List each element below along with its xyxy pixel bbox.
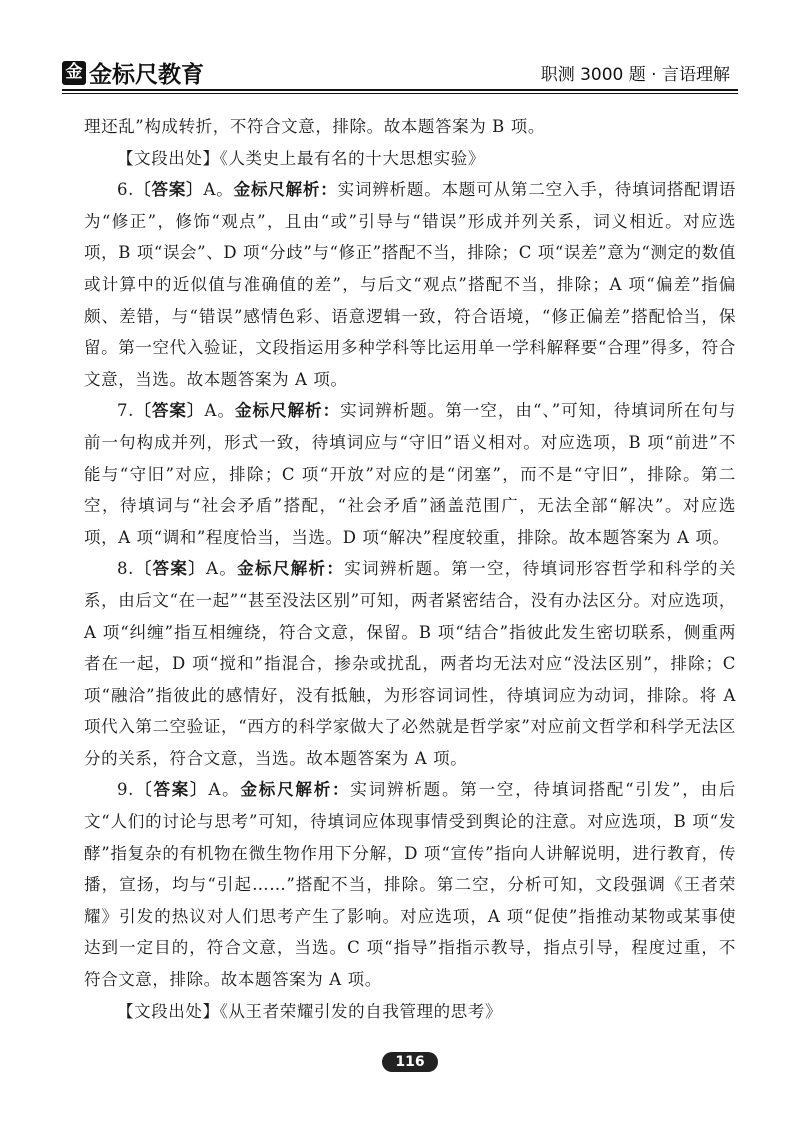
page-number-badge [382, 1052, 438, 1072]
question-6-explanation [84, 174, 736, 395]
source-title: 《从王者荣耀引发的自我管理的思考》 [219, 1001, 503, 1021]
analysis-text: 实词辨析题。第一空，由“、”可知，待填词所在句与前一句构成并列，形式一致，待填词应与“守旧”语义相对。对应选项，B 项“前进”不能与“守旧”对应，排除；C 项“开放”对应的是“闭塞”，而不是“守旧”，排除。第二空，待填词与“社会矛盾”搭配，“社会矛盾”涵盖范围广，无法全部“解决”。对应选项，A 项“调和”程度恰当，当选。D 项“解决”程度较重，排除。故本题答案为 A 项。 [84, 401, 736, 547]
question-8-explanation [84, 553, 736, 774]
answer-content [84, 111, 736, 1027]
question-number: 7. [117, 401, 134, 421]
analysis-label: 金标尺解析： [233, 180, 338, 200]
analysis-text: 实词辨析题。本题可从第二空入手，待填词搭配谓语为“修正”，修饰“观点”，且由“或”引导与“错误”形成并列关系，词义相近。对应选项，B 项“误会”、D 项“分歧”与“修正”搭配不当，排除；C 项“误差”意为“测定的数值或计算中的近似值与准确值的差”，与后文“观点”搭配不当，排除；A 项“偏差”指偏颇、差错，与“错误”感情色彩、语意逻辑一致，符合语境，“修正偏差”搭配恰当，保留。第一空代入验证，文段指运用多种学科等比运用单一学科解释要“合理”得多，符合文意，当选。故本题答案为 A 项。 [84, 180, 736, 389]
logo-icon: 金 [62, 61, 86, 85]
source-label: 【文段出处】 [117, 148, 220, 168]
answer-value: A。 [208, 780, 241, 800]
brand-logo [62, 56, 204, 89]
page-number: 116 [395, 1054, 425, 1070]
analysis-label: 金标尺解析： [234, 401, 341, 421]
paragraph-continuation: 理还乱”构成转折，不符合文意，排除。故本题答案为 B 项。 [84, 117, 545, 136]
answer-label: 〔答案〕 [133, 401, 205, 421]
analysis-text: 实词辨析题。第一空，待填词搭配“引发”，由后文“人们的讨论与思考”可知，待填词应体现事情受到舆论的注意。对应选项，B 项“发酵”指复杂的有机物在微生物作用下分解，D 项“宣传”指向人讲解说明，进行教育，传播，宣扬，均与“引起……”搭配不当，排除。第二空，分析可知，文段强调《王者荣耀》引发的热议对人们思考产生了影响。对应选项，A 项“促使”指推动某物或某事使达到一定目的，符合文意，当选。C 项“指导”指指示教导，指点引导，程度过重，不符合文意，排除。故本题答案为 A 项。 [84, 780, 736, 990]
answer-value: A。 [206, 559, 238, 579]
source-paragraph [84, 143, 736, 175]
logo-text: 金标尺教育 [89, 62, 204, 88]
page-header [0, 0, 800, 100]
question-number: 8. [117, 559, 134, 579]
answer-value: A。 [204, 401, 235, 421]
answer-label: 〔答案〕 [133, 180, 204, 200]
answer-label: 〔答案〕 [133, 780, 209, 800]
question-number: 6. [117, 180, 134, 200]
source-title: 《人类史上最有名的十大思想实验》 [219, 148, 485, 168]
header-rule-thick [62, 89, 738, 91]
question-9-explanation [84, 774, 736, 995]
question-number: 9. [117, 780, 134, 800]
analysis-text: 实词辨析题。第一空，待填词形容哲学和科学的关系，由后文“在一起”“甚至没法区别”可知，两者紧密结合，没有办法区分。对应选项，A 项“纠缠”指互相缠绕，符合文意，保留。B 项“结合”指彼此发生密切联系，侧重两者在一起，D 项“搅和”指混合，掺杂或扰乱，两者均无法对应“没法区别”，排除；C 项“融洽”指彼此的感情好，没有抵触，为形容词词性，待填词应为动词，排除。将 A 项代入第二空验证，“西方的科学家做大了必然就是哲学家”对应前文哲学和科学无法区分的关系，符合文意，当选。故本题答案为 A 项。 [84, 559, 737, 768]
answer-value: A。 [203, 180, 234, 200]
analysis-label: 金标尺解析： [237, 559, 345, 579]
book-title: 职测 3000 题 · 言语理解 [540, 65, 730, 85]
analysis-label: 金标尺解析： [240, 780, 351, 800]
answer-label: 〔答案〕 [133, 559, 207, 579]
source-label: 【文段出处】 [117, 1001, 220, 1021]
source-paragraph [84, 996, 736, 1028]
header-rule-thin [62, 93, 738, 94]
question-7-explanation [84, 395, 736, 553]
